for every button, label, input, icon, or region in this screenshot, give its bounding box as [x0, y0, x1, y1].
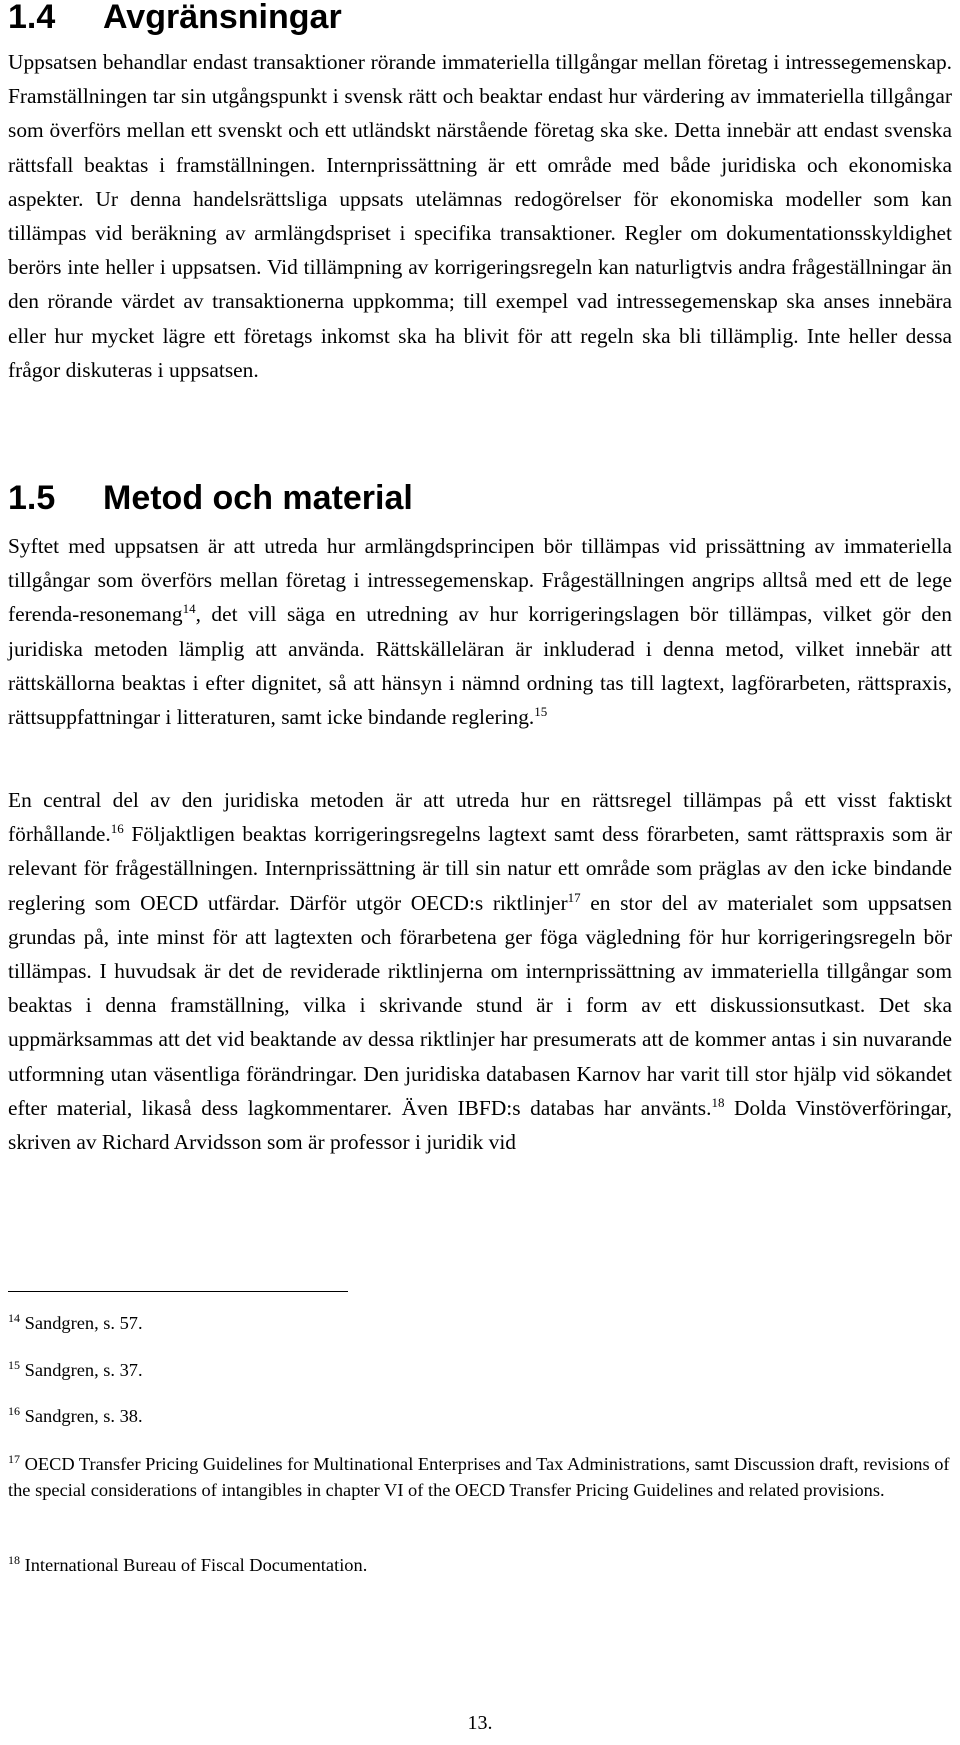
paragraph-text: , det vill säga en utredning av hur korrigeringslagen bör tillämpas, vilket gör den juridiska metoden lämplig att använda. Rättskälleläran är inkluderad i denna metod, vilket innebär att rättskällorna beaktas i efter dignitet, så att hänsyn i nämnd ordning tas till lagtext, lagförarbeten, rättspraxis, rättsuppfattningar i litteraturen, samt icke bindande reglering.: [8, 602, 952, 730]
footnote-number: 16: [8, 1403, 20, 1418]
paragraph-text: Dolda Vinstöverföringar, skriven av Richard Arvidsson som är professor i juridik vid: [8, 1095, 952, 1155]
footnote-number: 18: [8, 1552, 20, 1567]
section-heading-metod-och-material: [8, 481, 413, 515]
footnote-14: [8, 1310, 952, 1336]
footnote-divider: [8, 1291, 348, 1292]
paragraph-text: en stor del av materialet som uppsatsen grundas på, inte minst för att lagtexten och förarbetena ger föga vägledning för hur korrigeringsregeln bör tillämpas. I huvudsak är det de reviderade riktlinjerna om internprissättning av immateriella tillgångar som beaktas i denna framställning, vilka i skrivande stund är i form av ett diskussionsutkast. Det ska uppmärksammas att det vid beaktande av dessa riktlinjer har presumerats att de kommer antas i sin nuvarande utformning utan väsentliga förändringar. Den juridiska databasen Karnov har varit till stor hjälp vid sökandet efter material, likaså dess lagkommentarer. Även IBFD:s databas har använts.: [8, 890, 953, 1120]
section-title: Avgränsningar: [103, 0, 342, 36]
paragraph-text: Syftet med uppsatsen är att utreda hur armlängdsprincipen bör tillämpas vid prissättning av immateriella tillgångar som överförs mellan företag i intressegemenskap. Frågeställningen angrips alltså med ett de lege ferenda-resonemang: [8, 534, 952, 627]
footnote-number: 17: [8, 1451, 20, 1466]
footnote-18: [8, 1552, 952, 1578]
footnote-text: OECD Transfer Pricing Guidelines for Multinational Enterprises and Tax Administrations, samt Discussion draft, revisions of the special considerations of intangibles in chapter VI of the OECD Transfer Pricing Guidelines and related provisions.: [8, 1454, 950, 1500]
footnote-number: 14: [8, 1310, 20, 1325]
footnote-number: 15: [8, 1357, 20, 1372]
footnote-ref[interactable]: 14: [182, 601, 196, 617]
page-number: 13.: [467, 1712, 493, 1734]
paragraph-text: Följaktligen beaktas korrigeringsregelns lagtext samt dess förarbeten, samt rättspraxis som är relevant för frågeställningen. Internprissättning är till sin natur ett område som präglas av den icke bindande reglering som OECD utfärdar. Därför utgör OECD:s riktlinjer: [8, 822, 952, 915]
paragraph-metod-1: [8, 529, 952, 734]
footnote-text: Sandgren, s. 37.: [24, 1360, 143, 1380]
section-number: 1.4: [8, 0, 56, 36]
section-number: 1.5: [8, 479, 56, 517]
paragraph-text: Uppsatsen behandlar endast transaktioner rörande immateriella tillgångar mellan företag i intressegemenskap. Framställningen tar sin utgångspunkt i svensk rätt och beaktar endast hur värdering av immateriella tillgångar som överförs mellan ett svenskt och ett utländskt närstående företag ska ske. Detta innebär att endast svenska rättsfall beaktas i framställningen. Internprissättning är ett område med både juridiska och ekonomiska aspekter. Ur denna handelsrättsliga uppsats utelämnas redogörelser för ekonomiska modeller som kan tillämpas vid beräkning av armlängdspriset i specifika transaktioner. Regler om dokumentationsskyldighet berörs inte heller i uppsatsen. Vid tillämpning av korrigeringsregeln kan naturligtvis andra frågeställningar än den rörande värdet av transaktionerna uppkomma; till exempel vad intressegemenskap ska anses innebära eller hur mycket lägre ett företags inkomst ska ha blivit för att regeln ska bli tillämplig. Inte heller dessa frågor diskuteras i uppsatsen.: [8, 50, 952, 382]
footnote-16: [8, 1403, 952, 1429]
section-title: Metod och material: [103, 479, 413, 517]
footnote-text: Sandgren, s. 57.: [24, 1313, 143, 1333]
footnote-17: [8, 1451, 952, 1503]
footnote-text: International Bureau of Fiscal Documentation.: [24, 1555, 368, 1575]
footnote-ref[interactable]: 15: [534, 703, 548, 719]
footnote-ref[interactable]: 18: [711, 1094, 725, 1110]
section-heading-avgransningar: [8, 0, 342, 34]
paragraph-metod-2: [8, 783, 952, 1159]
footnote-15: [8, 1357, 952, 1383]
footnote-ref[interactable]: 16: [110, 821, 124, 837]
paragraph-avgransningar: [8, 45, 952, 387]
footnote-ref[interactable]: 17: [567, 889, 581, 905]
footnote-text: Sandgren, s. 38.: [24, 1406, 143, 1426]
paragraph-text: En central del av den juridiska metoden är att utreda hur en rättsregel tillämpas på ett visst faktiskt förhållande.: [8, 788, 952, 847]
